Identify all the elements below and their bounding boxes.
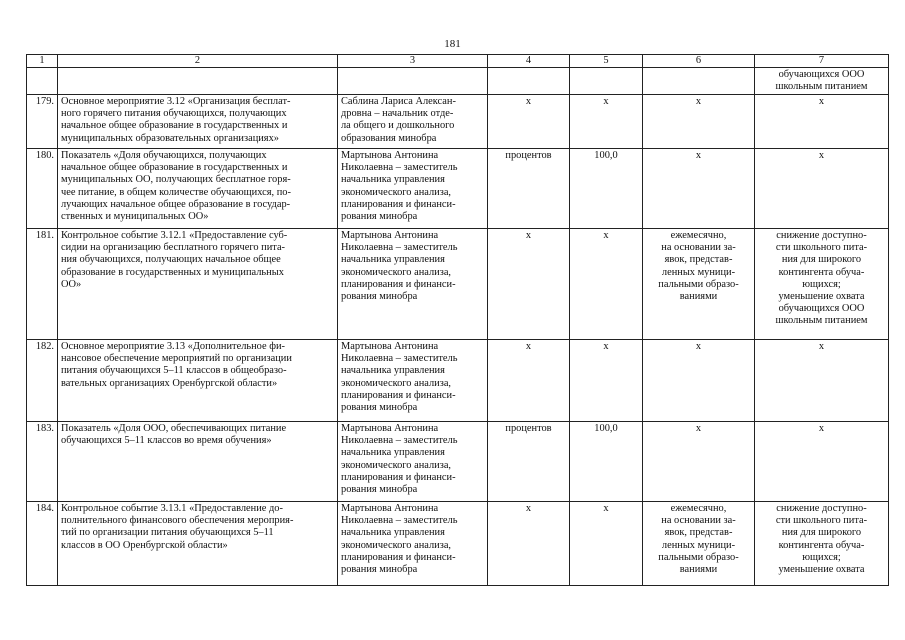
row-number: 184. [27, 502, 58, 586]
table-cell [488, 68, 570, 95]
page-number: 181 [444, 38, 461, 50]
continuation-row [27, 68, 889, 95]
responsible-cell: Мартынова Антонина Николаевна – заместитель начальника управления экономического анализа, планирования и финанси- рования минобра [338, 340, 488, 422]
period-cell: ежемесячно, на основании за- явок, представ- ленных муници- пальными образо- ваниями [643, 502, 755, 586]
effect-cell: x [755, 422, 889, 502]
unit-cell: x [488, 229, 570, 340]
unit-cell: x [488, 502, 570, 586]
table-row [27, 149, 889, 229]
description-cell: Показатель «Доля ООО, обеспечивающих питание обучающихся 5–11 классов во время обучения» [58, 422, 338, 502]
column-header: 3 [338, 55, 488, 68]
value-cell: x [570, 229, 643, 340]
column-header: 4 [488, 55, 570, 68]
effect-cell: x [755, 340, 889, 422]
table-row [27, 340, 889, 422]
value-cell: x [570, 95, 643, 149]
value-cell: x [570, 340, 643, 422]
period-cell: x [643, 422, 755, 502]
row-number: 182. [27, 340, 58, 422]
table-cell [570, 68, 643, 95]
unit-cell: процентов [488, 149, 570, 229]
row-number: 180. [27, 149, 58, 229]
unit-cell: процентов [488, 422, 570, 502]
column-header: 6 [643, 55, 755, 68]
column-header: 7 [755, 55, 889, 68]
responsible-cell: Мартынова Антонина Николаевна – заместитель начальника управления экономического анализа, планирования и финанси- рования минобра [338, 422, 488, 502]
column-number-row [27, 55, 889, 68]
table-cell [27, 68, 58, 95]
value-cell: 100,0 [570, 149, 643, 229]
description-cell: Основное мероприятие 3.12 «Организация бесплат- ного горячего питания обучающихся, получающих начальное общее образование в государственных и муниципальных образовательных организациях» [58, 95, 338, 149]
effect-cell: снижение доступно- сти школьного пита- ния для широкого контингента обуча- ющихся; уменьшение охвата обучающихся ООО школьным питанием [755, 229, 889, 340]
row-number: 179. [27, 95, 58, 149]
description-cell: Контрольное событие 3.12.1 «Предоставление суб- сидии на организацию бесплатного горячего пита- ния обучающихся, получающих начальное общее образование в государственных и муниципальных ОО» [58, 229, 338, 340]
value-cell: x [570, 502, 643, 586]
responsible-cell: Мартынова Антонина Николаевна – заместитель начальника управления экономического анализа, планирования и финанси- рования минобра [338, 229, 488, 340]
effect-cell: x [755, 95, 889, 149]
period-cell: ежемесячно, на основании за- явок, представ- ленных муници- пальными образо- ваниями [643, 229, 755, 340]
column-header: 5 [570, 55, 643, 68]
column-header: 1 [27, 55, 58, 68]
column-header: 2 [58, 55, 338, 68]
table-cell [338, 68, 488, 95]
unit-cell: x [488, 95, 570, 149]
row-number: 183. [27, 422, 58, 502]
table-row [27, 502, 889, 586]
period-cell: x [643, 149, 755, 229]
table-row [27, 229, 889, 340]
value-cell: 100,0 [570, 422, 643, 502]
table-cell [58, 68, 338, 95]
effect-cell: снижение доступно- сти школьного пита- ния для широкого контингента обуча- ющихся; уменьшение охвата [755, 502, 889, 586]
period-cell: x [643, 95, 755, 149]
responsible-cell: Мартынова Антонина Николаевна – заместитель начальника управления экономического анализа, планирования и финанси- рования минобра [338, 502, 488, 586]
description-cell: Контрольное событие 3.13.1 «Предоставление до- полнительного финансового обеспечения мероприя- тий по организации питания обучающихся 5–11 классов в ОО Оренбургской области» [58, 502, 338, 586]
table-row [27, 95, 889, 149]
description-cell: Показатель «Доля обучающихся, получающих начальное общее образование в государственных и муниципальных ОО, получающих бесплатное горя- чее питание, в общем количестве обучающихся, по- лучающих начальное общее образование в государ- ственных и муниципальных ОО» [58, 149, 338, 229]
description-cell: Основное мероприятие 3.13 «Дополнительное фи- нансовое обеспечение мероприятий по организации питания обучающихся 5–11 классов в общеобразо- вательных организациях Оренбургской области» [58, 340, 338, 422]
table-cell [643, 68, 755, 95]
effect-cell: x [755, 149, 889, 229]
effect-cell: обучающихся ООО школьным питанием [755, 68, 889, 95]
period-cell: x [643, 340, 755, 422]
unit-cell: x [488, 340, 570, 422]
responsible-cell: Саблина Лариса Алексан- дровна – начальник отде- ла общего и дошкольного образования минобра [338, 95, 488, 149]
row-number: 181. [27, 229, 58, 340]
plan-table [26, 54, 889, 586]
table-row [27, 422, 889, 502]
responsible-cell: Мартынова Антонина Николаевна – заместитель начальника управления экономического анализа, планирования и финанси- рования минобра [338, 149, 488, 229]
